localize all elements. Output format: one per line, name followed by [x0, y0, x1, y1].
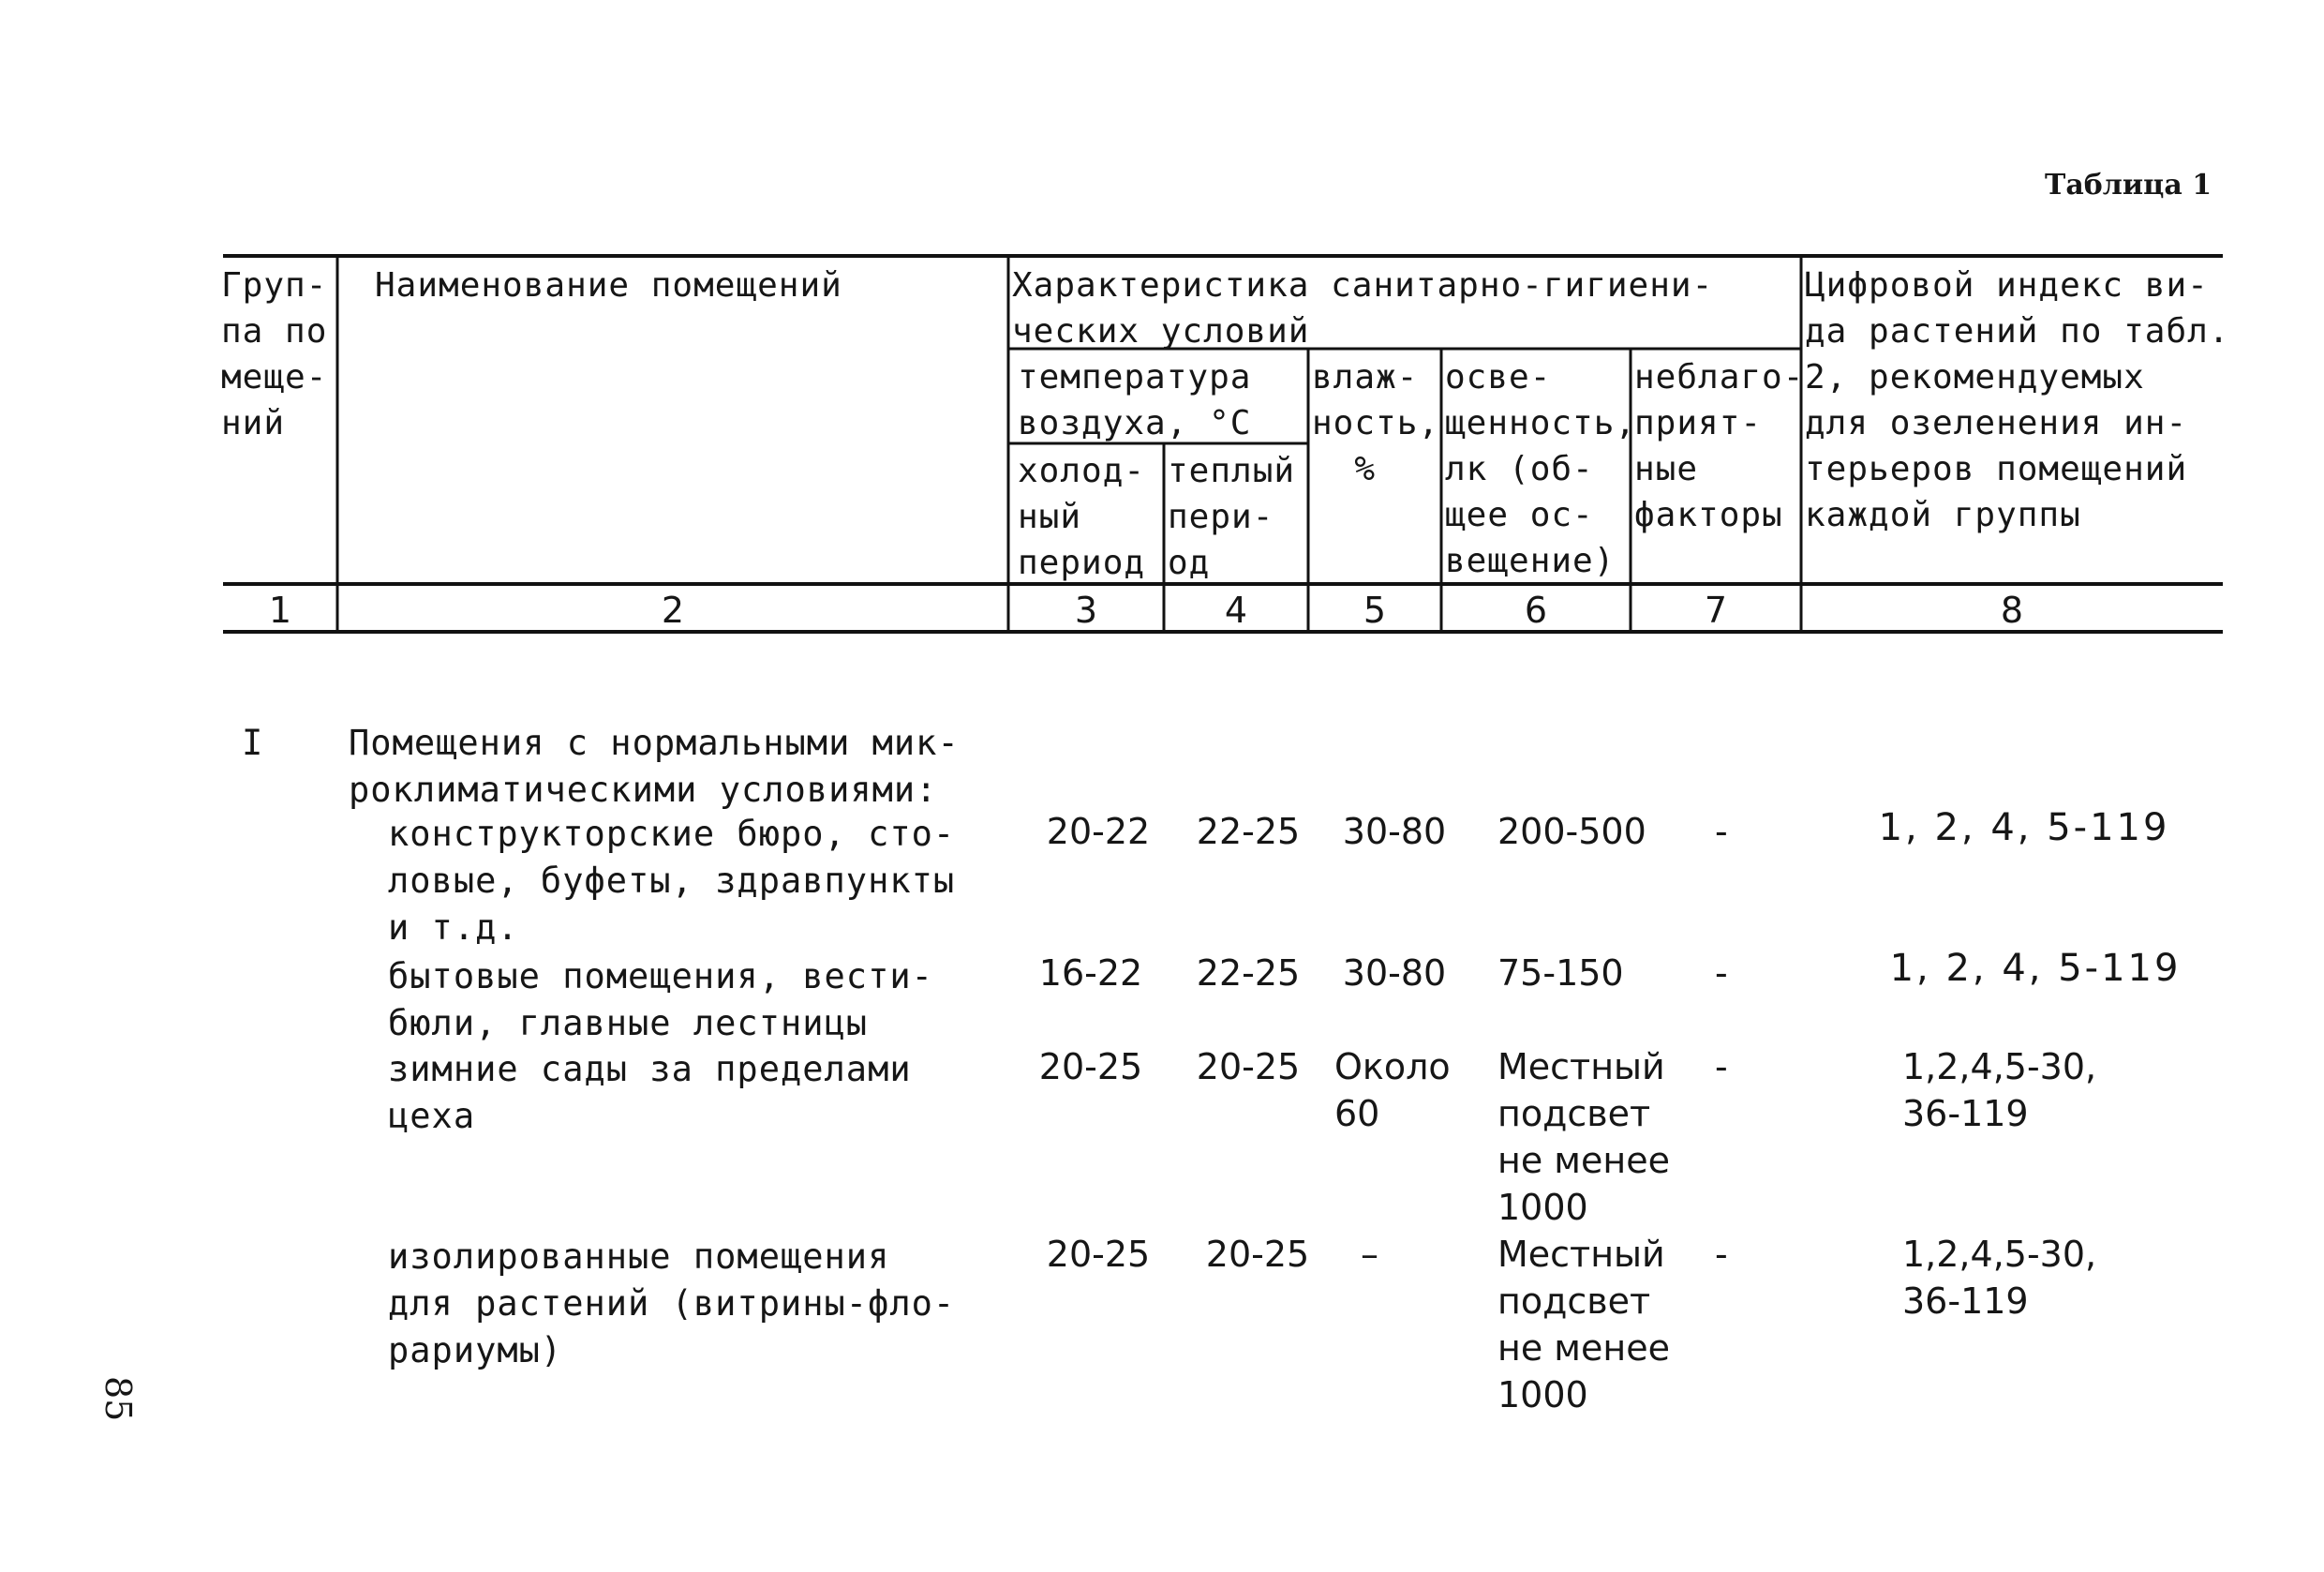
row-2-warm: 22-25	[1196, 952, 1301, 994]
column-number: 4	[1224, 590, 1248, 631]
row-3-humidity: Около 60	[1334, 1046, 1451, 1134]
row-4-warm: 20-25	[1205, 1234, 1310, 1275]
row-3-room-name: зимние сады за пределами цеха	[388, 1049, 912, 1136]
row-1-cold: 20-22	[1046, 811, 1151, 852]
row-2-unfavorable: -	[1715, 952, 1728, 994]
table-title: Таблица 1	[2045, 169, 2212, 202]
row-3-illumination: Местный подсвет не менее 1000	[1497, 1046, 1670, 1228]
row-4-cold: 20-25	[1046, 1234, 1151, 1275]
row-1-humidity: 30-80	[1342, 811, 1447, 852]
column-number: 7	[1704, 590, 1728, 631]
row-3-unfavorable: -	[1715, 1046, 1728, 1087]
page-number: 85	[97, 1376, 139, 1422]
column-number: 8	[2000, 590, 2024, 631]
row-3-warm: 20-25	[1196, 1046, 1301, 1087]
row-1-plant-index: 1, 2, 4, 5-119	[1878, 806, 2170, 849]
row-2-cold: 16-22	[1038, 952, 1143, 994]
column-number: 5	[1363, 590, 1387, 631]
row-2-humidity: 30-80	[1342, 952, 1447, 994]
row-1-room-name: конструкторские бюро, сто- ловые, буфеты, здравпункты и т.д.	[388, 814, 956, 948]
row-2-plant-index: 1, 2, 4, 5-119	[1889, 947, 2182, 990]
header-group: Груп- па по меще- ний	[221, 266, 328, 442]
row-2-illumination: 75-150	[1497, 952, 1624, 994]
header-humidity: влаж- ность, %	[1312, 358, 1440, 488]
header-illumination: осве- щенность, лк (об- щее ос- вещение)	[1445, 358, 1637, 580]
row-1-warm: 22-25	[1196, 811, 1301, 852]
column-number: 6	[1524, 590, 1548, 631]
header-characteristics: Характеристика санитарно-гигиени- ческих условий	[1012, 266, 1714, 351]
header-warm-period: теплый пери- од	[1168, 452, 1296, 582]
header-plant-index: Цифровой индекс ви- да растений по табл. 2, рекомендуемых для озеленения ин- терьеров помещений каждой группы	[1805, 266, 2230, 534]
header-room-name: Наименование помещений	[375, 266, 842, 305]
column-number: 2	[661, 590, 685, 631]
row-1-unfavorable: -	[1715, 811, 1728, 852]
row-3-cold: 20-25	[1038, 1046, 1143, 1087]
header-unfavorable-factors: неблаго- прият- ные факторы	[1634, 358, 1805, 534]
row-1-illumination: 200-500	[1497, 811, 1646, 852]
group-id: I	[242, 723, 264, 763]
row-4-unfavorable: -	[1715, 1234, 1728, 1275]
row-4-plant-index: 1,2,4,5-30, 36-119	[1902, 1234, 2097, 1322]
group-title: Помещения с нормальными мик- роклиматическими условиями:	[349, 723, 960, 810]
row-4-humidity: –	[1361, 1234, 1378, 1275]
row-3-plant-index: 1,2,4,5-30, 36-119	[1902, 1046, 2097, 1134]
column-number: 3	[1074, 590, 1098, 631]
row-4-room-name: изолированные помещения для растений (витрины-фло- рариумы)	[388, 1236, 956, 1370]
header-cold-period: холод- ный период	[1018, 452, 1146, 582]
row-2-room-name: бытовые помещения, вести- бюли, главные лестницы	[388, 956, 933, 1043]
row-4-illumination: Местный подсвет не менее 1000	[1497, 1234, 1670, 1415]
header-temperature: температура воздуха, °С	[1018, 358, 1252, 442]
column-number: 1	[268, 590, 292, 631]
